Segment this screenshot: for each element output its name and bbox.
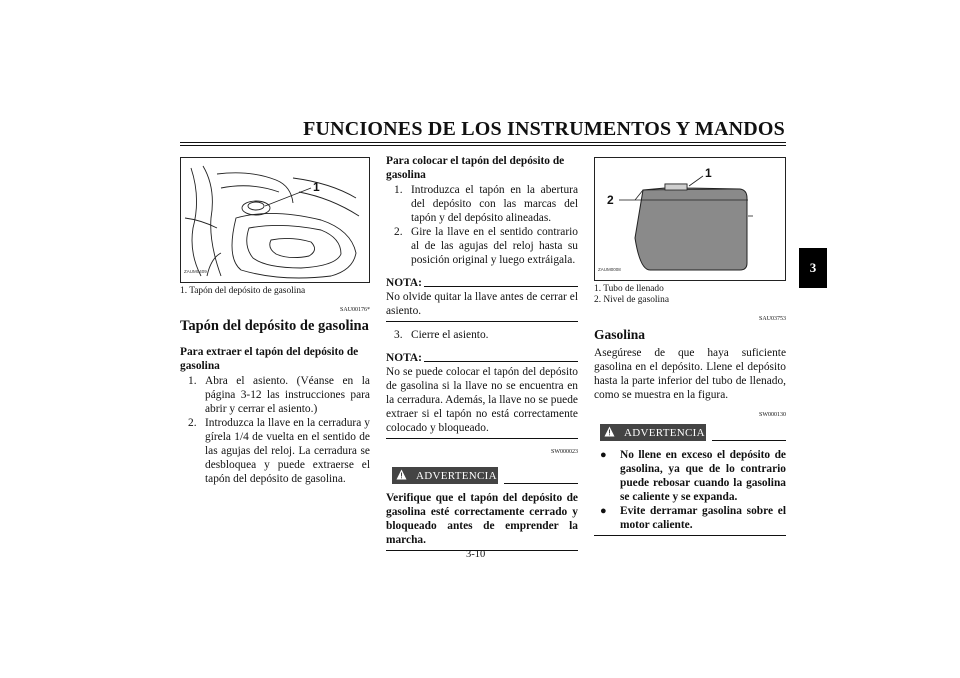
fuel-cap-figure [180,157,370,283]
warning-label: ADVERTENCIA [416,469,497,482]
note-label: NOTA: [386,277,422,289]
figure-caption: 1. Tubo de llenado [594,284,664,294]
step-text: Gire la llave en el sentido contrario al de las agujas del reloj hasta su posición original y luego extráigala. [411,226,578,266]
step-text: Introduzca la llave en la cerradura y gírela 1/4 de vuelta en el sentido de las agujas del reloj. La cerradura se desbloquea y puede extraerse el tapón del depósito de gasolina. [205,417,370,485]
step-text: Introduzca el tapón en la abertura del depósito con las marcas del tapón y del depósito alineadas. [411,184,578,224]
step-number: 2. [394,226,403,238]
header-rule [180,142,786,143]
subhead-install-cap: Para colocar el tapón del depósito de gasolina [386,155,565,181]
bullet-icon: ● [600,449,607,461]
figure-caption: 2. Nivel de gasolina [594,295,669,305]
figure-callout-1: 1 [313,180,320,194]
note-label: NOTA: [386,352,422,364]
step-item [386,328,578,342]
warning-code: SW000023 [551,449,578,455]
step-item [386,225,578,267]
chapter-tab[interactable]: 3 [799,248,827,288]
step-number: 1. [188,375,197,387]
figure-caption: 1. Tapón del depósito de gasolina [180,286,306,296]
section-code: SAU03753 [758,316,786,322]
scooter-seat-illustration [181,158,369,280]
warning-text: Verifique que el tapón del depósito de gasolina esté correctamente cerrado y bloqueado antes de emprender la marcha. [386,492,578,546]
step-text: Abra el asiento. (Véanse en la página 3-12 las instrucciones para abrir y cerrar el asiento.) [205,375,370,415]
note-text: No se puede colocar el tapón del depósito de gasolina si la llave no se encuentra en la cerradura. Además, la llave no se puede extraer si el tapón no está correctamente colocado y bloqueado. [386,366,578,434]
warning-bullet-text: Evite derramar gasolina sobre el motor caliente. [620,505,786,531]
section-code: SAU00176* [339,307,370,313]
step-number: 2. [188,417,197,429]
column-middle [386,154,578,551]
warning-bullet-text: No llene en exceso el depósito de gasolina, ya que de lo contrario puede rebosar cuando la gasolina se caliente y se expanda. [620,449,786,503]
warning-label: ADVERTENCIA [624,426,705,439]
note-block [386,276,578,322]
section-title-fuel-cap: Tapón del depósito de gasolina [180,318,369,334]
fuel-tank-figure [594,157,786,281]
column-left [180,157,370,486]
step-text: Cierre el asiento. [411,329,489,341]
bullet-icon: ● [600,505,607,517]
fuel-body-text: Asegúrese de que haya suficiente gasolina en el depósito. Llene el depósito hasta la parte inferior del tubo de llenado, como se muestra en la figura. [594,347,786,401]
warning-header [386,465,578,487]
page-header: FUNCIONES DE LOS INSTRUMENTOS Y MANDOS [303,118,785,140]
figure-code: ZAUM0409 [184,269,207,274]
step-item [386,183,578,225]
figure-callout-1: 1 [705,166,712,180]
warning-bullet [594,448,786,504]
warning-triangle-icon [604,426,615,437]
header-rule-thin [180,145,786,146]
warning-code: SW000130 [759,412,786,418]
page-number: 3-10 [466,549,486,560]
column-right [594,157,786,536]
step-number: 3. [394,329,403,341]
warning-badge [600,424,706,441]
figure-callout-2: 2 [607,193,614,207]
warning-bullet [594,504,786,532]
step-item [180,416,370,486]
step-number: 1. [394,184,403,196]
note-block [386,351,578,439]
section-title-fuel: Gasolina [594,327,646,342]
figure-code: ZAUM0008 [598,267,621,272]
step-item [180,374,370,416]
warning-header [594,422,786,444]
warning-triangle-icon [396,469,407,480]
fuel-tank-illustration [595,158,785,278]
note-text: No olvide quitar la llave antes de cerrar el asiento. [386,291,578,317]
subhead-remove-cap: Para extraer el tapón del depósito de gasolina [180,346,359,372]
warning-badge [392,467,498,484]
